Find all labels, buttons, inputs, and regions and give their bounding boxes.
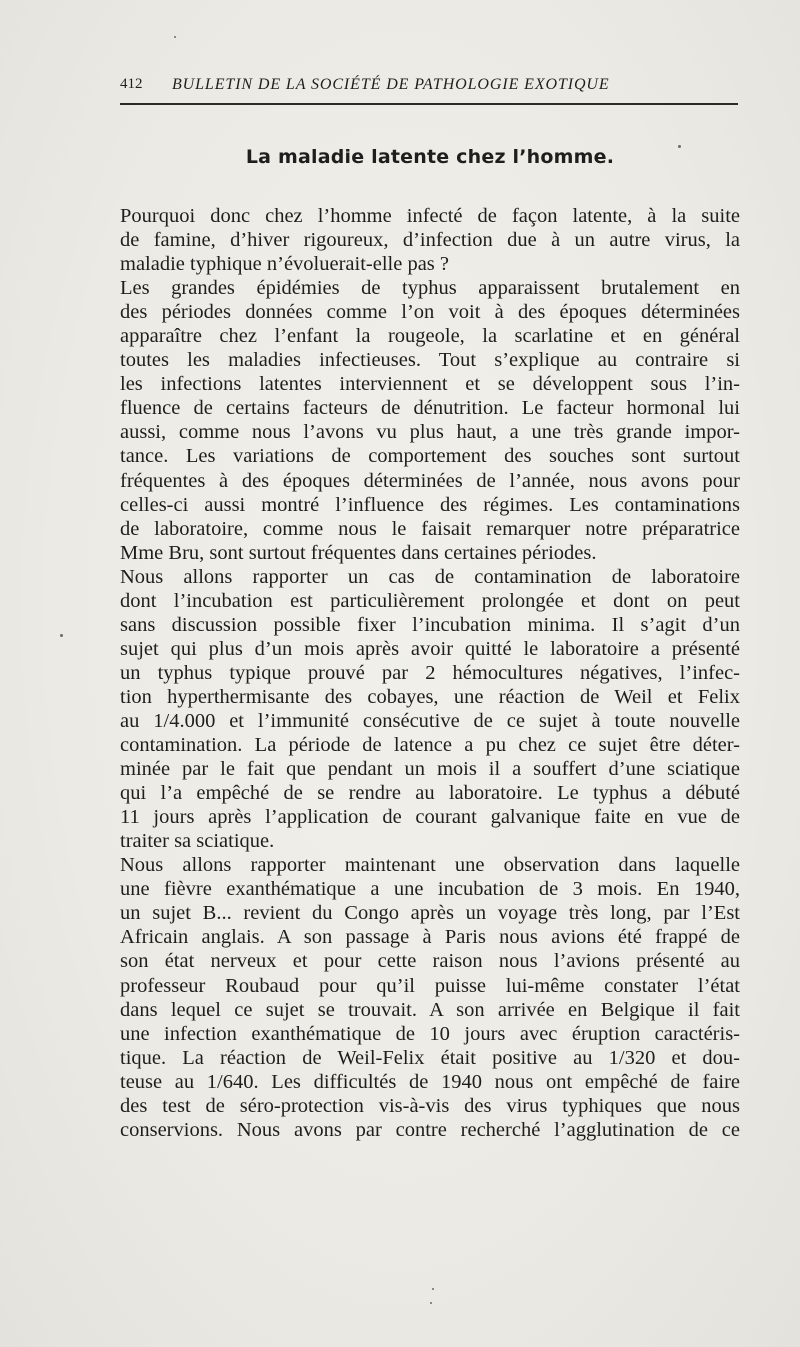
text-line: un typhus typique prouvé par 2 hémocultures négatives, l’infec- bbox=[120, 661, 740, 684]
text-line: traiter sa sciatique. bbox=[120, 830, 275, 853]
text-line: 11 jours après l’application de courant galvanique faite en vue de bbox=[120, 806, 740, 829]
text-line: contamination. La période de latence a pu chez ce sujet être déter- bbox=[120, 734, 740, 757]
body-text bbox=[120, 204, 740, 1142]
text-line: les infections latentes interviennent et se développent sous l’in- bbox=[120, 373, 740, 396]
text-line: Nous allons rapporter maintenant une observation dans laquelle bbox=[120, 854, 740, 877]
paragraph bbox=[120, 565, 740, 854]
paragraph bbox=[120, 204, 740, 276]
text-line: tique. La réaction de Weil-Felix était positive au 1/320 et dou- bbox=[120, 1046, 740, 1069]
text-line: toutes les maladies infectieuses. Tout s’explique au contraire si bbox=[120, 349, 740, 372]
header-rule bbox=[120, 103, 738, 105]
text-line: des test de séro-protection vis-à-vis des virus typhiques que nous bbox=[120, 1094, 740, 1117]
text-line: dont l’incubation est particulièrement prolongée et dont on peut bbox=[120, 589, 740, 612]
text-line: Pourquoi donc chez l’homme infecté de façon latente, à la suite bbox=[120, 205, 740, 227]
paragraph bbox=[120, 853, 740, 1142]
text-line: qui l’a empêché de se rendre au laboratoire. Le typhus a débuté bbox=[120, 782, 740, 805]
page-number: 412 bbox=[120, 76, 143, 92]
text-line: tance. Les variations de comportement des souches sont surtout bbox=[120, 445, 740, 468]
text-line: aussi, comme nous l’avons vu plus haut, a une très grande impor- bbox=[120, 421, 740, 444]
text-line: celles-ci aussi montré l’influence des régimes. Les contaminations bbox=[120, 493, 740, 516]
text-line: fréquentes à des époques déterminées de l’année, nous avons pour bbox=[120, 469, 740, 492]
running-head bbox=[120, 76, 740, 98]
text-line: des périodes données comme l’on voit à des époques déterminées bbox=[120, 301, 740, 324]
text-line: sujet qui plus d’un mois après avoir quitté le laboratoire a présenté bbox=[120, 637, 740, 660]
text-line: un sujet B... revient du Congo après un voyage très long, par l’Est bbox=[120, 902, 740, 925]
text-line: une infection exanthématique de 10 jours avec éruption caractéris- bbox=[120, 1022, 740, 1045]
text-line: maladie typhique n’évoluerait-elle pas ? bbox=[120, 253, 450, 276]
scan-speck bbox=[60, 634, 63, 637]
text-line: une fièvre exanthématique a une incubation de 3 mois. En 1940, bbox=[120, 878, 740, 901]
scan-speck bbox=[174, 36, 176, 38]
journal-title: BULLETIN DE LA SOCIÉTÉ DE PATHOLOGIE EXOTIQUE bbox=[172, 76, 610, 93]
scan-speck bbox=[430, 1302, 432, 1304]
text-line: professeur Roubaud pour qu’il puisse lui-même constater l’état bbox=[120, 974, 740, 997]
text-line: minée par le fait que pendant un mois il a souffert d’une sciatique bbox=[120, 758, 740, 781]
text-line: Nous allons rapporter un cas de contamination de laboratoire bbox=[120, 565, 740, 588]
text-line: teuse au 1/640. Les difficultés de 1940 nous ont empêché de faire bbox=[120, 1070, 740, 1093]
text-line: de famine, d’hiver rigoureux, d’infection due à un autre virus, la bbox=[120, 229, 740, 252]
text-line: conservions. Nous avons par contre recherché l’agglutination de ce bbox=[120, 1118, 740, 1141]
text-line: tion hyperthermisante des cobayes, une réaction de Weil et Felix bbox=[120, 685, 740, 708]
text-line: Africain anglais. A son passage à Paris nous avions été frappé de bbox=[120, 926, 740, 949]
scan-speck bbox=[432, 1288, 434, 1290]
text-line: fluence de certains facteurs de dénutrition. Le facteur hormonal lui bbox=[120, 397, 740, 420]
text-line: son état nerveux et pour cette raison nous l’avions présenté au bbox=[120, 950, 740, 973]
text-line: Les grandes épidémies de typhus apparaissent brutalement en bbox=[120, 277, 740, 300]
text-line: apparaître chez l’enfant la rougeole, la scarlatine et en général bbox=[120, 325, 740, 348]
text-line: de laboratoire, comme nous le faisait remarquer notre préparatrice bbox=[120, 517, 740, 540]
scan-speck bbox=[678, 145, 681, 148]
paragraph bbox=[120, 276, 740, 565]
text-line: au 1/4.000 et l’immunité consécutive de ce sujet à toute nouvelle bbox=[120, 709, 740, 732]
section-title: La maladie latente chez l’homme. bbox=[245, 146, 615, 168]
text-line: sans discussion possible fixer l’incubation minima. Il s’agit d’un bbox=[120, 613, 740, 636]
text-line: Mme Bru, sont surtout fréquentes dans certaines périodes. bbox=[120, 541, 597, 564]
text-line: dans lequel ce sujet se trouvait. A son arrivée en Belgique il fait bbox=[120, 998, 740, 1021]
